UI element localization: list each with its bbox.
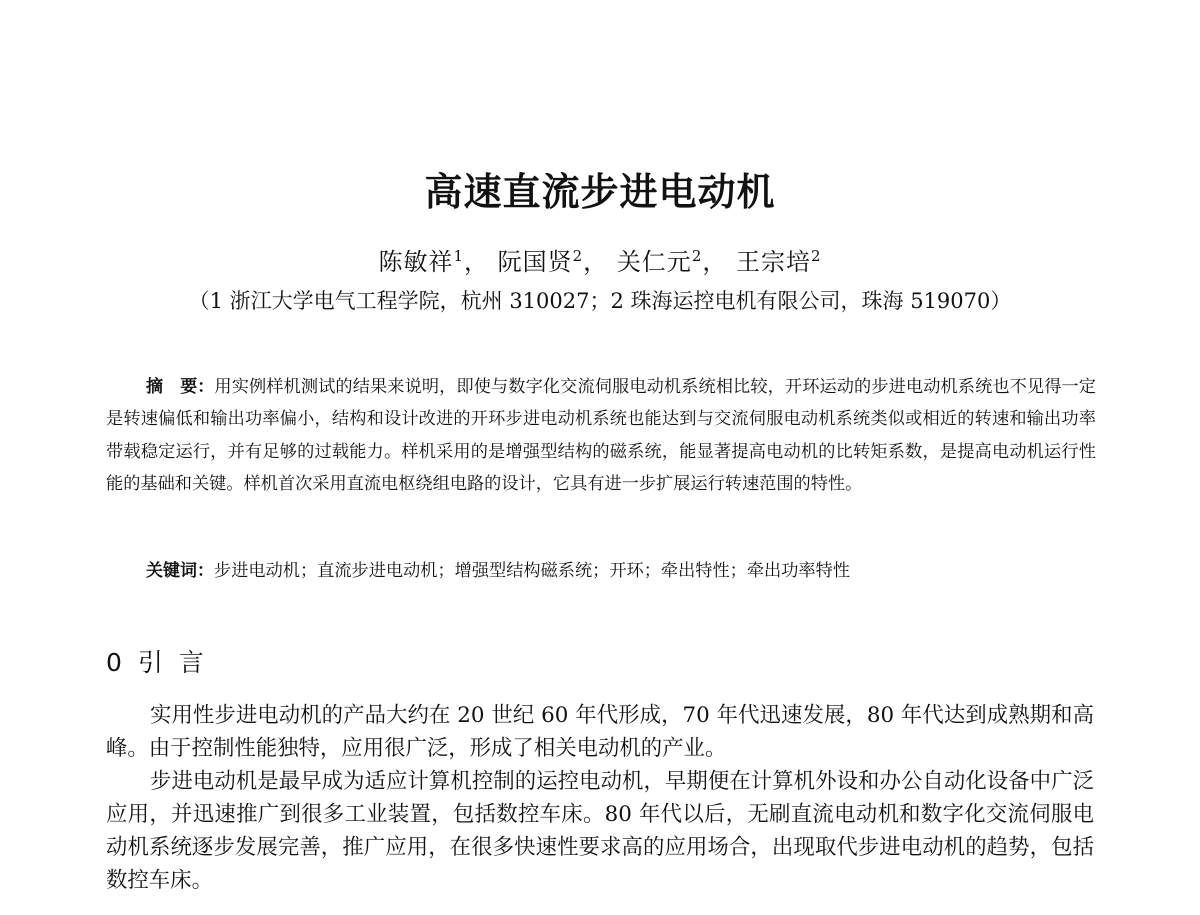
author-name: 阮国贤 xyxy=(497,248,573,276)
author-affiliation-mark: 1 xyxy=(453,247,464,265)
affiliation-line: （1 浙江大学电气工程学院，杭州 310027；2 珠海运控电机有限公司，珠海 519070） xyxy=(188,289,1012,313)
author-affiliation-mark: 2 xyxy=(691,247,703,265)
author-affiliation-mark: 2 xyxy=(572,247,584,265)
author-list xyxy=(0,245,1200,279)
author-name: 王宗培 xyxy=(736,248,811,276)
author-separator: ， xyxy=(463,248,489,276)
author-affiliation-mark: 2 xyxy=(811,247,822,265)
abstract-text: 用实例样机测试的结果来说明，即使与数字化交流伺服电动机系统相比较，开环运动的步进电动机系统也不见得一定是转速偏低和输出功率偏小，结构和设计改进的开环步进电动机系统也能达到与交流伺服电动机系统类似或相近的转速和输出功率带载稳定运行，并有足够的过载能力。样机采用的是增强型结构的磁系统，能显著提高电动机的比转矩系数，是提高电动机运行性能的基础和关键。样机首次采用直流电枢绕组电路的设计，它具有进一步扩展运行转速范围的特性。 xyxy=(106,377,1096,494)
keywords xyxy=(146,555,1096,587)
section-heading-introduction: 0 引 言 xyxy=(106,648,208,677)
author-separator: ， xyxy=(583,248,609,276)
paper-title: 高速直流步进电动机 xyxy=(424,170,776,214)
abstract xyxy=(106,371,1096,500)
keywords-text: 步进电动机；直流步进电动机；增强型结构磁系统；开环；牵出特性；牵出功率特性 xyxy=(214,561,850,581)
author-name: 陈敏祥 xyxy=(378,248,454,276)
author-name: 关仁元 xyxy=(616,248,692,276)
author-separator: ， xyxy=(702,248,728,276)
body-paragraph: 步进电动机是最早成为适应计算机控制的运控电动机，早期便在计算机外设和办公自动化设备中广泛应用，并迅速推广到很多工业装置，包括数控车床。80 年代以后，无刷直流电动机和数字化交流伺服电动机系统逐步发展完善，推广应用，在很多快速性要求高的应用场合，出现取代步进电动机的趋势，包括数控车床。 xyxy=(106,769,1094,893)
abstract-label: 摘 要： xyxy=(146,377,215,397)
keywords-label: 关键词： xyxy=(146,561,214,581)
body-paragraph: 实用性步进电动机的产品大约在 20 世纪 60 年代形成，70 年代迅速发展，80 年代达到成熟期和高峰。由于控制性能独特，应用很广泛，形成了相关电动机的产业。 xyxy=(106,703,1094,761)
